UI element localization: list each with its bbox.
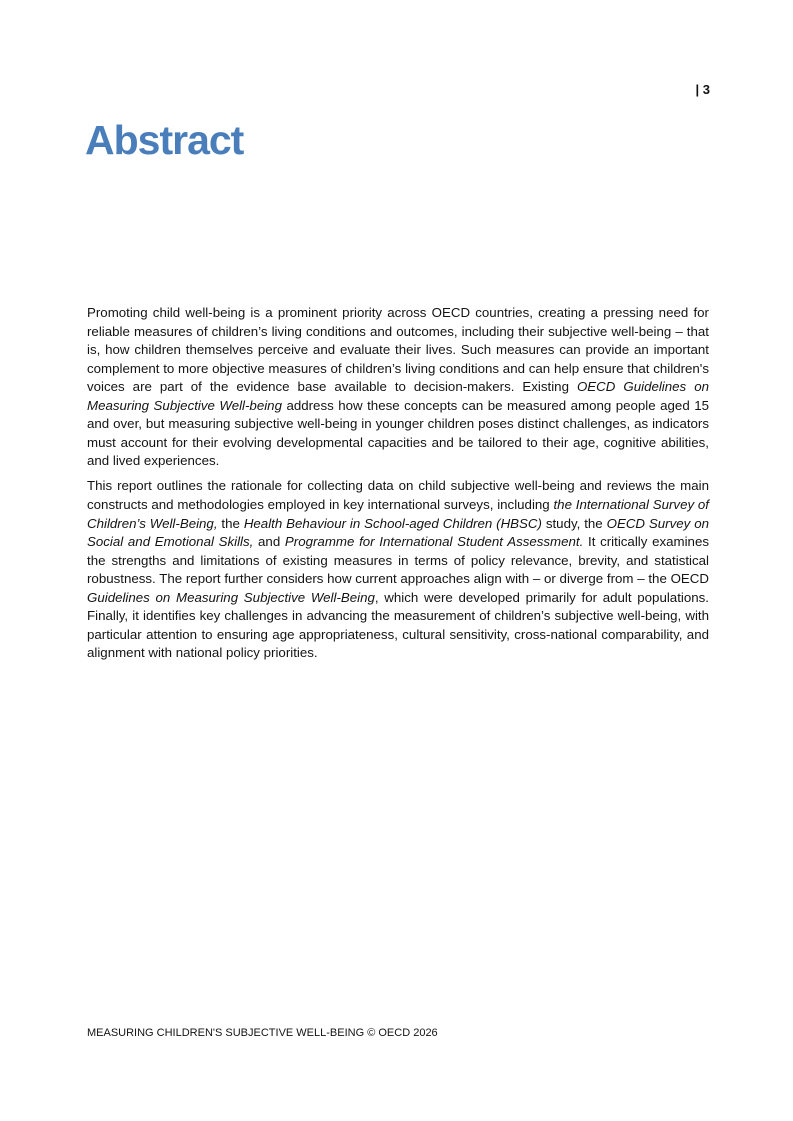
- text-run: study, the: [541, 515, 607, 531]
- italic-text-run: OECD Guidelines on Measuring Subjective Well-being: [87, 379, 709, 413]
- text-run: Promoting child well-being is a prominent priority across OECD countries, creating a pressing need for reliable measures of children’s living conditions and outcomes, including their subjective well-being – that is, how children themselves perceive and evaluate their lives. Such measures can provide an important complement to more objective measures of children’s living conditions and can help ensure that children's voices are part of the evidence base available to decision-makers. Existing: [87, 305, 709, 395]
- page-footer: MEASURING CHILDREN'S SUBJECTIVE WELL-BEING © OECD 2026: [87, 1027, 438, 1039]
- text-run: This report outlines the rationale for collecting data on child subjective well-being and reviews the main constructs and methodologies employed in key international surveys, including: [87, 478, 709, 512]
- italic-text-run: the International Survey of Children’s Well-Being,: [87, 496, 709, 531]
- text-run: , which were developed primarily for adult populations. Finally, it identifies key challenges in advancing the measurement of children’s subjective well-being, with particular attention to ensuring age appropriateness, cultural sensitivity, cross-national comparability, and alignment with national policy priorities.: [87, 589, 709, 661]
- italic-text-run: Health Behaviour in School-aged Children (HBSC): [243, 515, 542, 531]
- abstract-paragraphs: [87, 304, 709, 669]
- paragraph: [87, 477, 709, 662]
- page-number: | 3: [695, 82, 710, 97]
- italic-text-run: Guidelines on Measuring Subjective Well-Being: [87, 589, 375, 605]
- paragraph: [87, 304, 709, 471]
- text-run: address how these concepts can be measured among people aged 15 and over, but measuring subjective well-being in younger children poses distinct challenges, as indicators must account for their evolving developmental capacities and be tailored to their age, cognitive abilities, and lived experiences.: [87, 397, 709, 469]
- page-title: Abstract: [85, 117, 244, 163]
- text-run: It critically examines the strengths and limitations of existing measures in terms of policy relevance, brevity, and statistical robustness. The report further considers how current approaches align with – or diverge from – the OECD: [87, 534, 709, 587]
- italic-text-run: OECD Survey on Social and Emotional Skills,: [87, 515, 709, 550]
- text-run: the: [217, 515, 244, 531]
- text-run: and: [253, 534, 285, 550]
- italic-text-run: Programme for International Student Assessment.: [284, 534, 584, 550]
